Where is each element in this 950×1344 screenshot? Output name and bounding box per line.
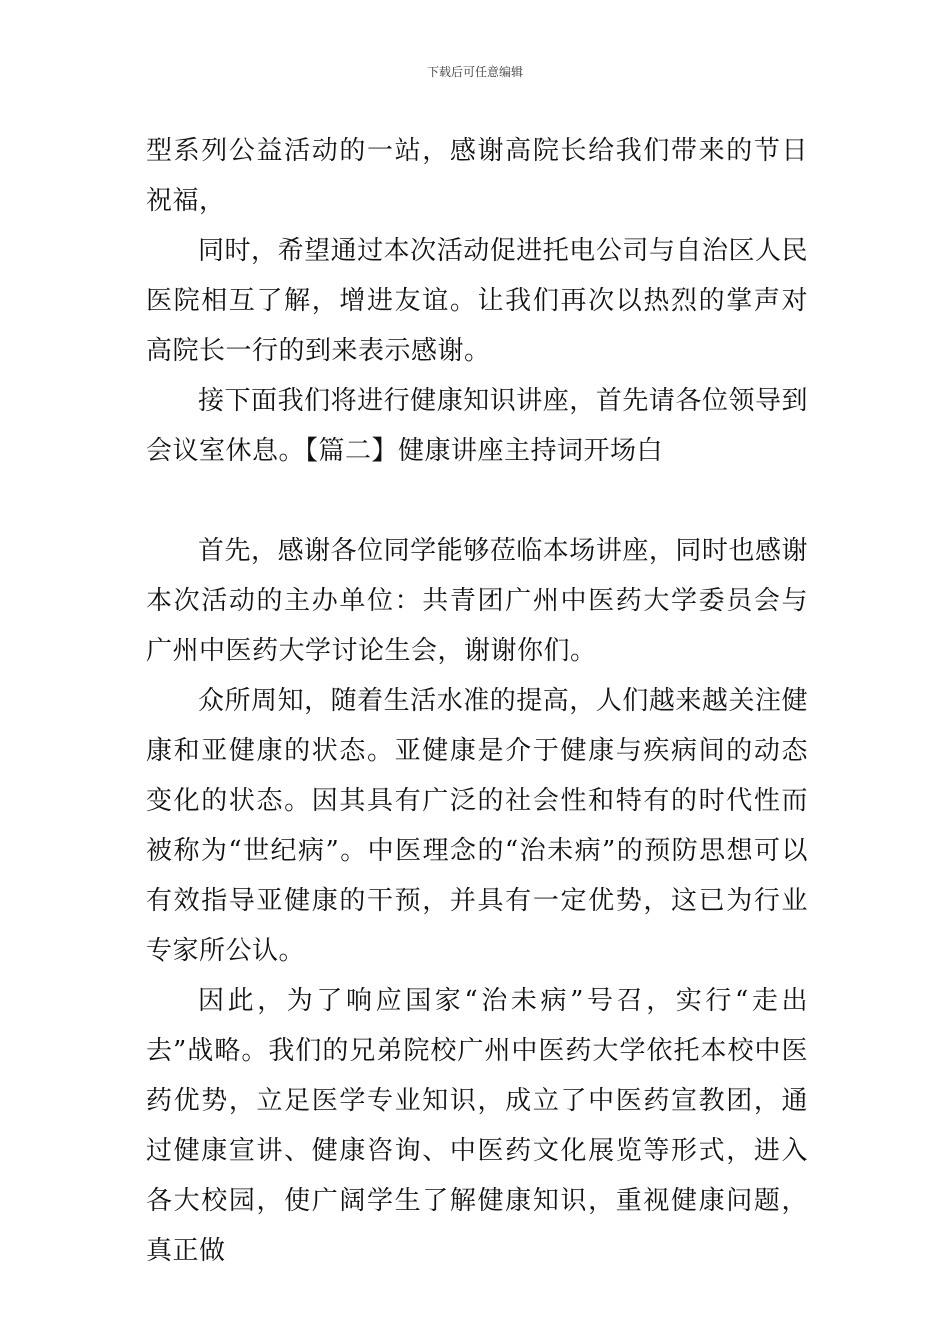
paragraph-gap (146, 476, 808, 526)
paragraph-lecture-intro: 接下面我们将进行健康知识讲座，首先请各位领导到会议室休息。【篇二】健康讲座主持词开场白 (146, 386, 808, 466)
paragraph-hope: 同时，希望通过本次活动促进托电公司与自治区人民医院相互了解，增进友谊。让我们再次以热烈的掌声对高院长一行的到来表示感谢。 (146, 236, 808, 366)
paragraph-thanks: 首先，感谢各位同学能够莅临本场讲座，同时也感谢本次活动的主办单位：共青团广州中医药大学委员会与广州中医药大学讨论生会，谢谢你们。 (146, 536, 808, 666)
paragraph-response: 因此，为了响应国家“治未病”号召，实行“走出去”战略。我们的兄弟院校广州中医药大学依托本校中医药优势，立足医学专业知识，成立了中医药宣教团，通过健康宣讲、健康咨询、中医药文化展览等形式，进入各大校园，使广阔学生了解健康知识，重视健康问题，真正做 (146, 986, 808, 1266)
paragraph-subhealth: 众所周知，随着生活水准的提高，人们越来越关注健康和亚健康的状态。亚健康是介于健康与疾病间的动态变化的状态。因其具有广泛的社会性和特有的时代性而被称为“世纪病”。中医理念的“治未病”的预防思想可以有效指导亚健康的干预，并具有一定优势，这已为行业专家所公认。 (146, 686, 808, 966)
document-body (146, 126, 808, 1276)
paragraph-continuation: 型系列公益活动的一站，感谢高院长给我们带来的节日祝福， (146, 136, 808, 216)
page-header-note: 下载后可任意编辑 (426, 65, 523, 79)
